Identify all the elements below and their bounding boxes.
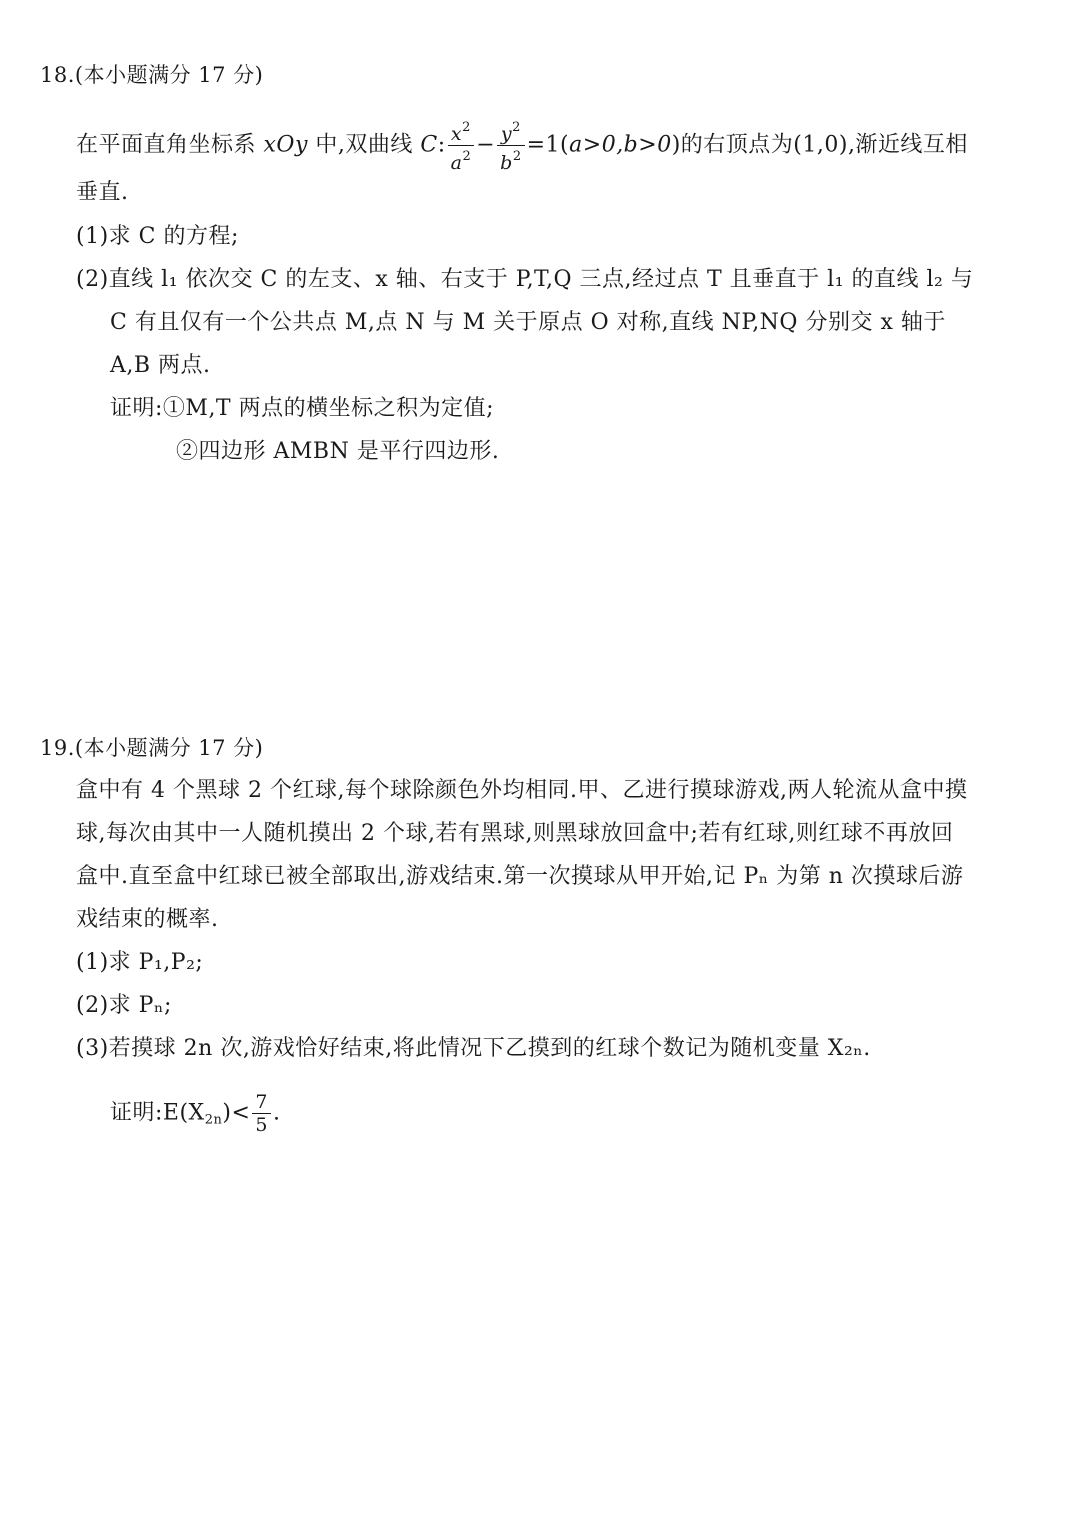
q18-stem-line1: 在平面直角坐标系 xOy 中,双曲线 C: $\frac{x^2}{a^2}$ − $\frac{y^2}{b^2}$ =1(a>0,b>0)的右顶点为(1,0),渐近线互相 <box>76 120 968 174</box>
q19-part1: (1)求 P₁,P₂; <box>76 950 204 975</box>
q18-header: 18.(本小题满分 17 分) <box>40 63 264 87</box>
fraction-x2-a2: $\frac{x^2}{a^2}$ <box>448 118 475 173</box>
q19-part3: (3)若摸球 2n 次,游戏恰好结束,将此情况下乙摸到的红球个数记为随机变量 X₂ₙ. <box>76 1036 871 1061</box>
q18-stem-line2: 垂直. <box>76 180 129 205</box>
q19-stem-line3: 盒中.直至盒中红球已被全部取出,游戏结束.第一次摸球从甲开始,记 Pₙ 为第 n 次摸球后游 <box>76 864 964 889</box>
q18-part2-line3: A,B 两点. <box>110 353 211 378</box>
q18-part1: (1)求 C 的方程; <box>76 224 239 249</box>
q19-part2: (2)求 Pₙ; <box>76 993 172 1018</box>
q19-stem-line1: 盒中有 4 个黑球 2 个红球,每个球除颜色外均相同.甲、乙进行摸球游戏,两人轮流从盒中摸 <box>76 778 968 803</box>
fraction-7-5: $\frac{7}{5}$ <box>252 1092 271 1135</box>
q19-stem-line4: 戏结束的概率. <box>76 907 219 932</box>
q19-stem-line2: 球,每次由其中一人随机摸出 2 个球,若有黑球,则黑球放回盒中;若有红球,则红球不再放回 <box>76 821 954 846</box>
q18-proof2: ②四边形 AMBN 是平行四边形. <box>176 439 500 464</box>
q18-part2-line2: C 有且仅有一个公共点 M,点 N 与 M 关于原点 O 对称,直线 NP,NQ 分别交 x 轴于 <box>110 310 946 335</box>
q18-proof1: 证明:①M,T 两点的横坐标之积为定值; <box>110 396 495 421</box>
q19-header: 19.(本小题满分 17 分) <box>40 736 264 760</box>
q19-proof: 证明$:E(X_{2n})<$ $\frac{7}{5}$ . <box>110 1091 281 1136</box>
q18-part2-line1: (2)直线 l₁ 依次交 C 的左支、x 轴、右支于 P,T,Q 三点,经过点 T 且垂直于 l₁ 的直线 l₂ 与 <box>76 267 974 292</box>
fraction-y2-b2: $\frac{y^2}{b^2}$ <box>497 118 524 173</box>
